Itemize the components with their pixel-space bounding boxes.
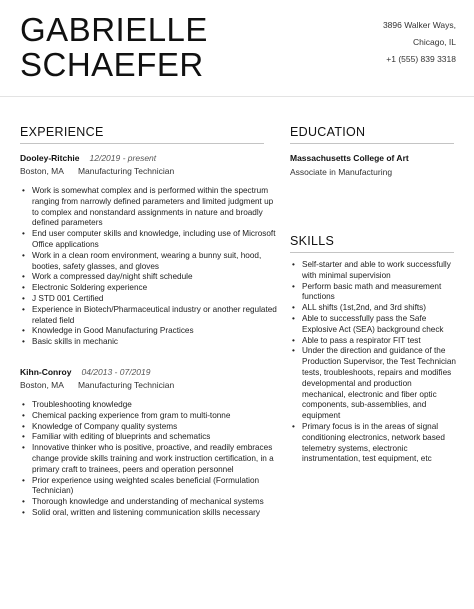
job-company: Kihn-Conroy — [20, 367, 72, 377]
list-item: • Chemical packing experience from gram to multi-tonne — [20, 411, 278, 422]
list-item: • Knowledge in Good Manufacturing Practices — [20, 326, 278, 337]
job-company: Dooley-Ritchie — [20, 153, 80, 163]
address-line-1: 3896 Walker Ways, — [382, 20, 456, 30]
list-item: • Thorough knowledge and understanding of mechanical systems — [20, 497, 278, 508]
skills-list — [290, 260, 456, 465]
list-item: • Self-starter and able to work successfully with minimal supervision — [290, 260, 456, 282]
list-item: • Knowledge of Company quality systems — [20, 422, 278, 433]
degree: Associate in Manufacturing — [290, 167, 393, 177]
job-bullets — [20, 186, 278, 348]
job-subheader — [20, 165, 174, 177]
experience-heading: EXPERIENCE — [20, 125, 104, 139]
skills-heading: SKILLS — [290, 234, 335, 248]
phone-number: +1 (555) 839 3318 — [386, 54, 456, 64]
school-name: Massachusetts College of Art — [290, 153, 409, 163]
job-dates: 04/2013 - 07/2019 — [81, 367, 151, 377]
last-name: SCHAEFER — [20, 46, 204, 83]
job-location: Boston, MA — [20, 166, 64, 176]
job-location: Boston, MA — [20, 380, 64, 390]
list-item: • Able to successfully pass the Safe Explosive Act (SEA) background check — [290, 314, 456, 336]
job-dates: 12/2019 - present — [89, 153, 157, 163]
job-header — [20, 152, 156, 164]
list-item: • Able to pass a respirator FIT test — [290, 336, 456, 347]
job-title: Manufacturing Technician — [77, 380, 175, 390]
list-item: • Work a compressed day/night shift schedule — [20, 272, 278, 283]
job-subheader — [20, 379, 174, 391]
skills-rule — [290, 252, 454, 253]
first-name: GABRIELLE — [20, 11, 208, 48]
list-item: • Work in a clean room environment, wearing a bunny suit, hood, booties, safety glasses, and gloves — [20, 251, 278, 273]
list-item: • Basic skills in mechanic — [20, 337, 278, 348]
experience-rule — [20, 143, 264, 144]
list-item: • Electronic Soldering experience — [20, 283, 278, 294]
education-rule — [290, 143, 454, 144]
list-item: • Experience in Biotech/Pharmaceutical industry or another regulated related field — [20, 305, 278, 327]
list-item: • Innovative thinker who is positive, proactive, and readily embraces change provide skills training and work instruction certification, in a primary craft to trainees, peers and operation personnel — [20, 443, 278, 475]
list-item: • Solid oral, written and listening communication skills necessary — [20, 508, 278, 519]
header-divider — [0, 96, 474, 97]
list-item: • Under the direction and guidance of the Production Supervisor, the Test Technician tests, troubleshoots, repairs and modifies developmental and production mechanical, electronic and fiber optic components, sub-assemblies, and equipment — [290, 346, 456, 422]
list-item: • Troubleshooting knowledge — [20, 400, 278, 411]
list-item: • Work is somewhat complex and is performed within the spectrum ranging from narrowly defined parameters and limited judgment up to complex and nonstandard assignments in nature and broadly defined parameters — [20, 186, 278, 229]
list-item: • End user computer skills and knowledge, including use of Microsoft Office applications — [20, 229, 278, 251]
address-line-2: Chicago, IL — [413, 37, 456, 47]
list-item: • Prior experience using weighted scales beneficial (Formulation Technician) — [20, 476, 278, 498]
education-heading: EDUCATION — [290, 125, 366, 139]
list-item: • J STD 001 Certified — [20, 294, 278, 305]
list-item: • ALL shifts (1st,2nd, and 3rd shifts) — [290, 303, 456, 314]
job-title: Manufacturing Technician — [77, 166, 175, 176]
list-item: • Primary focus is in the areas of signal conditioning electronics, network based telemetry systems, electronic instrumentation, test equipment, etc — [290, 422, 456, 465]
list-item: • Perform basic math and measurement functions — [290, 282, 456, 304]
contact-info — [383, 17, 456, 68]
job-header — [20, 366, 150, 378]
list-item: • Familiar with editing of blueprints and schematics — [20, 432, 278, 443]
candidate-name — [20, 12, 208, 82]
job-bullets — [20, 400, 278, 519]
